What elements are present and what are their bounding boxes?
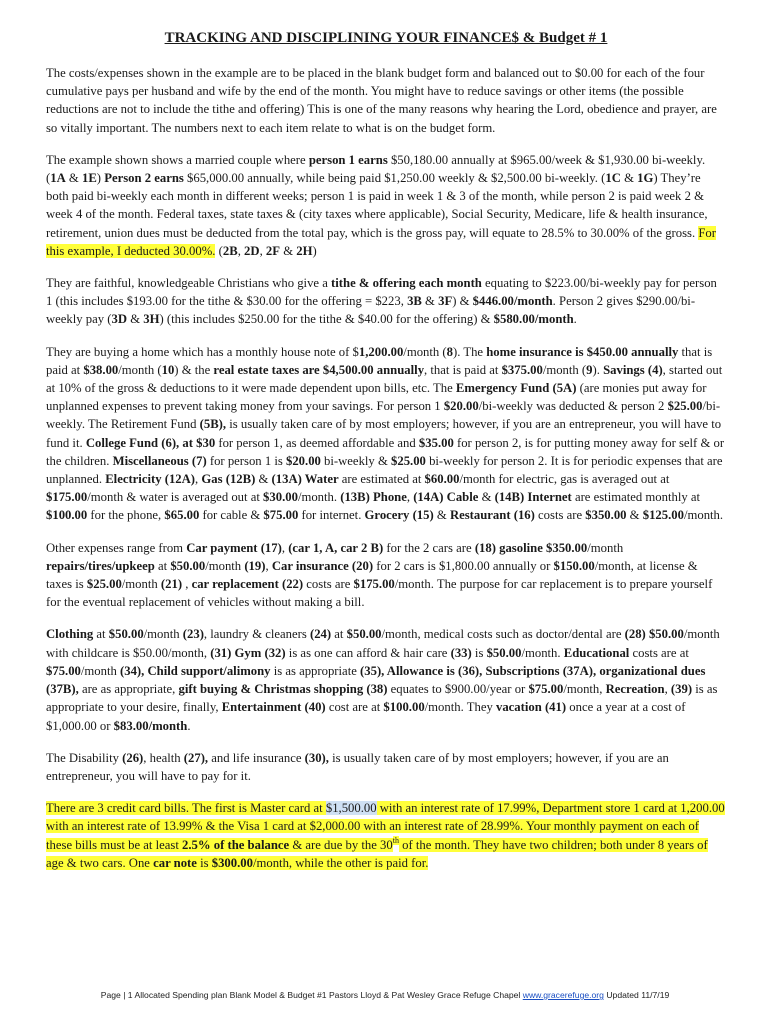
text-run: , health bbox=[143, 750, 184, 765]
text-run: $300.00 bbox=[211, 855, 253, 870]
text-run: (24) bbox=[309, 627, 332, 642]
text-run: $25.00 bbox=[667, 399, 703, 414]
text-run: , bbox=[664, 682, 671, 697]
text-run: , bbox=[281, 540, 289, 555]
text-run: They are buying a home which has a monthly house note of $ bbox=[46, 344, 359, 359]
text-run: /month bbox=[143, 627, 183, 642]
text-run: $65,000.00 annually, while being paid $1,250.00 weekly & $2,500.00 bi-weekly. ( bbox=[183, 171, 606, 186]
text-run: ( bbox=[215, 243, 223, 258]
text-run: that is paid at bbox=[46, 344, 713, 377]
text-run: /month, medical costs such as doctor/dental are bbox=[381, 627, 625, 642]
text-run: , started out at 10% of the gross & deductions to it were made dependent upon bills, etc. The bbox=[46, 362, 723, 396]
text-run: are as appropriate, bbox=[78, 682, 179, 697]
text-run: is bbox=[196, 855, 212, 870]
paragraph-credit-cards bbox=[46, 799, 726, 872]
text-run: is as one can afford & hair care bbox=[285, 645, 451, 660]
text-run: is as appropriate bbox=[270, 663, 361, 678]
text-run: $20.00 bbox=[285, 453, 321, 468]
text-run: $100.00 bbox=[46, 508, 88, 523]
text-run: gift buying & Christmas shopping (38) bbox=[178, 682, 388, 697]
text-run: once a year at a cost of $1,000.00 or bbox=[46, 700, 686, 733]
text-run: The example shown shows a married couple where bbox=[46, 152, 309, 167]
page-footer bbox=[0, 990, 770, 1000]
text-run: /month with childcare is $50.00/month, bbox=[46, 627, 720, 660]
text-run: , bbox=[406, 490, 414, 505]
text-run: The Disability bbox=[46, 750, 123, 765]
text-run: at bbox=[93, 627, 109, 642]
text-run: real estate taxes are $4,500.00 annually bbox=[213, 362, 425, 377]
text-run: equates to $900.00/year or bbox=[387, 682, 529, 697]
text-run: . bbox=[573, 312, 577, 327]
paragraph-earnings bbox=[46, 151, 726, 260]
text-run: $75.00 bbox=[528, 682, 564, 697]
text-run: , bbox=[259, 243, 266, 258]
text-run: is as appropriate to your desire, finally, bbox=[46, 682, 718, 715]
text-run: with an interest rate of 17.99%, Department store 1 card at 1,200.00 with an interest rate of 13.99% & the Visa 1 card at $2,000.00 with an interest rate of 28.99%. Your monthly payment on each of these bills must be at least bbox=[46, 801, 725, 852]
text-run: Other expenses range from bbox=[46, 540, 187, 555]
text-run: are estimated at bbox=[338, 472, 425, 487]
text-run: costs are at bbox=[629, 645, 689, 660]
text-run: /month. bbox=[521, 645, 564, 660]
text-run: 3F bbox=[438, 294, 453, 309]
text-run: , bbox=[237, 243, 245, 258]
text-run: /month, at license & taxes is bbox=[46, 558, 698, 592]
text-run: , bbox=[265, 558, 272, 573]
text-run: (35), Allowance is (36), Subscriptions (37A), organizational dues (37B), bbox=[46, 663, 706, 697]
text-run: $50.00 bbox=[486, 645, 522, 660]
text-run: 10 bbox=[161, 362, 175, 377]
text-run: 9 bbox=[586, 362, 593, 377]
text-run: & bbox=[127, 312, 144, 327]
text-run: $1,500.00 bbox=[325, 801, 377, 816]
text-run: /month. bbox=[683, 508, 724, 523]
text-run: person 1 earns bbox=[308, 152, 388, 167]
text-run: Gas (12B) bbox=[201, 472, 256, 487]
text-run: 1,200.00 bbox=[358, 344, 404, 359]
text-run: for cable & bbox=[199, 508, 264, 523]
text-run: (31) Gym bbox=[210, 645, 262, 660]
text-run: bi-weekly for person 2. It is for periodic expenses that are unplanned. bbox=[46, 453, 723, 487]
text-run: & bbox=[280, 243, 297, 258]
text-run: /month. They bbox=[424, 700, 496, 715]
text-run: (19) bbox=[244, 558, 266, 573]
text-run: /month bbox=[121, 577, 161, 592]
text-run: $150.00 bbox=[553, 558, 595, 573]
text-run: costs are bbox=[303, 577, 354, 592]
text-run: car note bbox=[153, 855, 197, 870]
paragraph-intro: The costs/expenses shown in the example are to be placed in the blank budget form and balanced out to $0.00 for each of the four cumulative pays per husband and wife by the end of the month. You might have to reduce savings or other items (the possible reductions are not to include the tithe and offering) This is one of the many reasons why hearing the Lord, obedience and prayer, are so vitally important. The numbers next to each item relate to what is on the budget form. bbox=[46, 66, 717, 135]
text-run: & bbox=[421, 294, 439, 309]
footer-updated: Updated 11/7/19 bbox=[603, 990, 670, 1000]
text-run: $30.00 bbox=[263, 490, 298, 505]
text-run: /month ( bbox=[542, 362, 587, 377]
text-run: for the phone, bbox=[87, 508, 165, 523]
text-run: (23) bbox=[182, 627, 204, 642]
text-run: (27), bbox=[183, 750, 209, 765]
text-run: /month bbox=[587, 540, 624, 555]
text-run: /month. The purpose for car replacement is to prepare yourself for the eventual replacement of vehicles without making a bill. bbox=[46, 577, 713, 610]
text-run: & bbox=[626, 508, 643, 523]
text-run: Electricity (12A) bbox=[105, 472, 196, 487]
text-run: 2D bbox=[244, 243, 260, 258]
text-run: for person 1 is bbox=[206, 453, 286, 468]
text-run: Clothing bbox=[46, 627, 94, 642]
paragraph-insurance bbox=[46, 749, 726, 785]
text-run: ). The bbox=[453, 344, 487, 359]
text-run: ) bbox=[96, 171, 105, 186]
text-run: ) & the bbox=[174, 362, 214, 377]
text-run: 2F bbox=[265, 243, 281, 258]
text-run: 3D bbox=[111, 312, 128, 327]
text-run: (30), bbox=[304, 750, 329, 765]
text-run: (39) bbox=[670, 682, 693, 697]
text-run: equating to $223.00/bi-weekly pay for person 1 (this includes $193.00 for the tithe & $30.00 for the offering = $223, bbox=[46, 276, 717, 309]
paragraph-personal-expenses bbox=[46, 625, 726, 734]
text-run: There are 3 credit card bills. The first is Master card at bbox=[46, 801, 326, 816]
text-run: and life insurance bbox=[208, 750, 305, 765]
text-run: & bbox=[620, 171, 638, 186]
text-run: 8 bbox=[446, 344, 453, 359]
text-run: For this example, I deducted 30.00%. bbox=[46, 225, 716, 258]
document-page bbox=[46, 28, 726, 886]
text-run: . bbox=[187, 718, 191, 733]
text-run: 1E bbox=[81, 171, 97, 186]
text-run: $75.00 bbox=[46, 663, 81, 678]
text-run: $75.00 bbox=[263, 508, 299, 523]
text-run: 3B bbox=[407, 294, 422, 309]
text-run: (13B) Phone bbox=[340, 490, 407, 505]
text-run: They are faithful, knowledgeable Christians who give a bbox=[46, 276, 332, 291]
text-run: Savings (4) bbox=[603, 362, 663, 377]
text-run: (32) bbox=[264, 645, 286, 660]
text-run: is bbox=[471, 645, 487, 660]
text-run: 1G bbox=[637, 171, 654, 186]
page-title: TRACKING AND DISCIPLINING YOUR FINANCE$ & Budget # 1 bbox=[164, 30, 608, 46]
text-run: $25.00 bbox=[86, 577, 122, 592]
text-run: & bbox=[433, 508, 450, 523]
text-run: /month, bbox=[563, 682, 606, 697]
text-run: (26) bbox=[122, 750, 144, 765]
text-run: at bbox=[154, 558, 171, 573]
text-run: bi-weekly & bbox=[320, 453, 391, 468]
text-run: . Person 2 gives $290.00/bi-weekly pay ( bbox=[46, 294, 696, 327]
text-run: /month ( bbox=[118, 362, 162, 377]
text-run: tithe & offering each month bbox=[331, 276, 482, 291]
text-run: car replacement (22) bbox=[191, 577, 304, 592]
text-run: (are monies put away for unplanned expenses to prevent taking money from your savings. For person 1 bbox=[46, 381, 707, 414]
text-run: for internet. bbox=[298, 508, 365, 523]
text-run: $175.00 bbox=[353, 577, 395, 592]
text-run: cost are at bbox=[325, 700, 384, 715]
paragraph-tithe bbox=[46, 274, 726, 329]
text-run: vacation (41) bbox=[495, 700, 567, 715]
text-run: for the 2 cars are bbox=[383, 540, 475, 555]
footer-text: Page | 1 Allocated Spending plan Blank Model & Budget #1 Pastors Lloyd & Pat Wesley Grace Refuge Chapel bbox=[100, 990, 523, 1000]
footer-website-link[interactable]: www.gracerefuge.org bbox=[522, 990, 604, 1000]
text-run: Restaurant (16) bbox=[449, 508, 535, 523]
text-run: for person 2, is for putting money away for self & or the children. bbox=[46, 435, 725, 468]
text-run: , laundry & cleaners bbox=[203, 627, 310, 642]
text-run: (car 1, A, car 2 B) bbox=[288, 540, 384, 555]
text-run: for person 1, as deemed affordable and bbox=[215, 435, 419, 450]
text-run: (14B) Internet bbox=[494, 490, 572, 505]
text-run: $50,180.00 annually at $965.00/week & $1,930.00 bi-weekly. ( bbox=[46, 152, 706, 186]
text-run: College Fund (6), at $30 bbox=[85, 435, 216, 450]
text-run: , bbox=[195, 472, 202, 487]
text-run: (28) bbox=[624, 627, 646, 642]
text-run: /month ( bbox=[403, 344, 447, 359]
text-run: (18) gasoline $350.00 bbox=[474, 540, 588, 555]
text-run: Car payment (17) bbox=[186, 540, 282, 555]
text-run: (14A) Cable bbox=[413, 490, 479, 505]
text-run: /month & water is averaged out at bbox=[87, 490, 264, 505]
text-run: ) & bbox=[452, 294, 473, 309]
text-run: $125.00 bbox=[642, 508, 684, 523]
text-run: Miscellaneous (7) bbox=[112, 453, 207, 468]
text-run: ) (this includes $250.00 for the tithe & $40.00 for the offering) & bbox=[159, 312, 494, 327]
text-run: , bbox=[182, 577, 192, 592]
text-run: ) bbox=[312, 243, 317, 258]
text-run: $25.00 bbox=[391, 453, 426, 468]
text-run: $175.00 bbox=[46, 490, 88, 505]
text-run: of the month. They have two children; both under 8 years of age & two cars. One bbox=[46, 837, 708, 870]
text-run: is usually taken care of by most employers; however, if you are an entrepreneur, you will have to pay for it. bbox=[46, 750, 669, 783]
text-run: home insurance is $450.00 annually bbox=[486, 344, 679, 359]
text-run: 2H bbox=[296, 243, 313, 258]
text-run: Emergency Fund (5A) bbox=[455, 381, 577, 396]
text-run: Grocery (15) bbox=[364, 508, 434, 523]
text-run: ). bbox=[592, 362, 604, 377]
text-run: (5B), bbox=[199, 417, 227, 432]
text-run: Educational bbox=[563, 645, 630, 660]
text-run: $38.00 bbox=[83, 362, 119, 377]
text-run: $580.00/month bbox=[493, 312, 574, 327]
text-run: $60.00 bbox=[424, 472, 460, 487]
text-run: & bbox=[478, 490, 495, 505]
text-run: $50.00 bbox=[170, 558, 206, 573]
text-run: 1C bbox=[605, 171, 621, 186]
text-run: $65.00 bbox=[164, 508, 200, 523]
text-run: Car insurance (20) bbox=[271, 558, 374, 573]
text-run: /month bbox=[205, 558, 245, 573]
text-run: costs are bbox=[534, 508, 586, 523]
text-run: 1A bbox=[50, 171, 66, 186]
text-run: th bbox=[392, 836, 399, 846]
text-run: are estimated monthly at bbox=[571, 490, 701, 505]
paragraph-car-expenses bbox=[46, 539, 726, 612]
text-run: /month for electric, gas is averaged out at bbox=[459, 472, 670, 487]
text-run: $446.00/month bbox=[472, 294, 553, 309]
text-run: Recreation bbox=[605, 682, 665, 697]
text-run: Entertainment (40) bbox=[221, 700, 326, 715]
text-run: (13A) Water bbox=[271, 472, 339, 487]
text-run: $100.00 bbox=[383, 700, 425, 715]
text-run: 3H bbox=[143, 312, 160, 327]
text-run: /bi-weekly was deducted & person 2 bbox=[478, 399, 668, 414]
text-run: ) They’re both paid bi-weekly each month in different weeks; person 1 is paid in week 1 & 3 of the month, while person 2 is paid week 2 & week 4 of the month. Federal taxes, state taxes & (city taxes where applicable), Social Security, Medicare, life & health insurance, retirement, union dues must be deducted from the total pay, which is the gross pay, will equate to 28.5% to 30.00% of the gross. bbox=[46, 171, 708, 240]
paragraph-home-expenses bbox=[46, 343, 726, 525]
text-run: 2.5% of the balance bbox=[182, 837, 290, 852]
text-run: & are due by the 30 bbox=[289, 837, 393, 852]
text-run: (21) bbox=[160, 577, 183, 592]
text-run: Person 2 earns bbox=[104, 171, 184, 186]
text-run: repairs/tires/upkeep bbox=[46, 558, 155, 573]
text-run: , that is paid at bbox=[424, 362, 502, 377]
text-run: for 2 cars is $1,800.00 annually or bbox=[373, 558, 554, 573]
text-run: $50.00 bbox=[108, 627, 144, 642]
text-run: (34), Child support/alimony bbox=[120, 663, 271, 678]
text-run: $35.00 bbox=[418, 435, 454, 450]
text-run: /month, while the other is paid for. bbox=[252, 855, 429, 870]
text-run: 2B bbox=[222, 243, 238, 258]
text-run: /month bbox=[80, 663, 121, 678]
text-run: $50.00 bbox=[346, 627, 382, 642]
text-run: $50.00 bbox=[648, 627, 684, 642]
text-run: /month. bbox=[297, 490, 341, 505]
text-run: at bbox=[331, 627, 347, 642]
text-run: $375.00 bbox=[501, 362, 543, 377]
text-run: /bi-weekly. The Retirement Fund bbox=[46, 399, 721, 432]
text-run: & bbox=[65, 171, 82, 186]
text-run: $350.00 bbox=[585, 508, 627, 523]
text-run: is usually taken care of by most employers; however, if you are an entrepreneur, you will have to fund it. bbox=[46, 417, 722, 450]
text-run: $20.00 bbox=[443, 399, 479, 414]
text-run: $83.00/month bbox=[113, 718, 188, 733]
text-run: (33) bbox=[450, 645, 472, 660]
text-run: & bbox=[255, 472, 272, 487]
